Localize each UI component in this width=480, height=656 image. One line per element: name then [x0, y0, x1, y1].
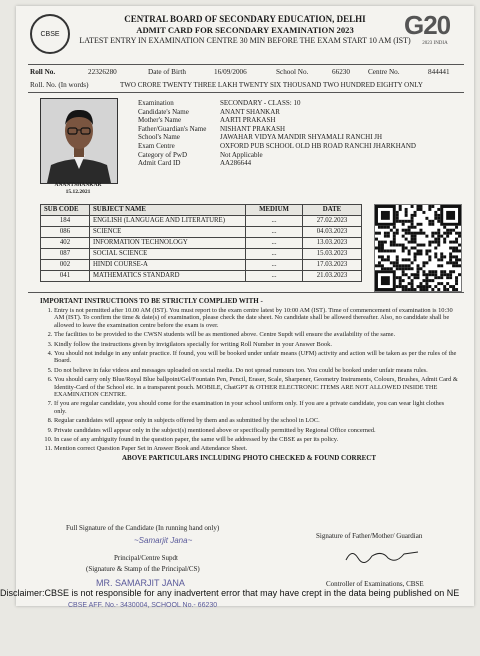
info-value: SECONDARY - CLASS: 10 [220, 99, 301, 107]
subject-name: HINDI COURSE-A [90, 260, 246, 271]
medium: ... [246, 271, 303, 282]
info-label: Category of PwD [138, 150, 187, 159]
disclaimer: Disclaimer:CBSE is not responsible for any inadvertent error that may have crept in the data being published on NE [0, 588, 460, 598]
instruction-item: 4. You should not indulge in any unfair practice. If found, you will be booked under unfair means (UFM) activity and action will be taken as per the rules of the Board. [54, 350, 458, 365]
admit-card [16, 6, 474, 606]
school-value: 66230 [332, 68, 350, 76]
info-row [138, 108, 420, 117]
info-label: Father/Guardian's Name [138, 124, 207, 133]
roll-value: 22326280 [88, 68, 117, 76]
info-label: Exam Centre [138, 141, 175, 150]
instruction-item: 11. Mention correct Question Paper Set in Answer Book and Attendance Sheet. [54, 445, 458, 453]
qr-code [374, 204, 462, 292]
candidate-signature-label: Full Signature of the Candidate (In running hand only) [66, 524, 220, 532]
instructions-title: IMPORTANT INSTRUCTIONS TO BE STRICTLY COMPLIED WITH - [40, 297, 263, 305]
divider [28, 292, 464, 293]
exam-date: 27.02.2023 [303, 216, 362, 227]
sub-code: 041 [41, 271, 90, 282]
sub-code: 184 [41, 216, 90, 227]
col-subject-name: SUBJECT NAME [90, 205, 246, 216]
medium: ... [246, 238, 303, 249]
instructions [40, 298, 458, 462]
roll-label: Roll No. [30, 68, 56, 76]
table-row [41, 260, 362, 271]
instruction-item: 2. The facilities to be provided to the CWSN students will be as mentioned above. Centre Supdt will ensure the availability of the same. [54, 331, 458, 339]
table-row [41, 227, 362, 238]
parent-signature-label: Signature of Father/Mother/ Guardian [316, 532, 423, 540]
table-row [41, 271, 362, 282]
info-row [138, 142, 420, 151]
info-label: School's Name [138, 133, 180, 142]
board-name: CENTRAL BOARD OF SECONDARY EDUCATION, DELHI [124, 14, 366, 24]
instruction-item: 3. Kindly follow the instructions given by invigilators specially for writing Roll Number in your Answer Book. [54, 341, 458, 349]
cbse-logo-icon: CBSE [30, 14, 70, 54]
subject-name: SOCIAL SCIENCE [90, 249, 246, 260]
principal-label: Principal/Centre Supdt [114, 554, 178, 562]
info-row [138, 151, 420, 160]
table-row [41, 216, 362, 227]
sub-code: 086 [41, 227, 90, 238]
stamp-affiliation: CBSE AFF. No.- 3430004, SCHOOL No.- 66230 [68, 602, 218, 609]
controller-signature-icon [342, 546, 422, 568]
subject-name: ENGLISH (LANGUAGE AND LITERATURE) [90, 216, 246, 227]
roll-words-label: Roll. No. (In words) [30, 81, 89, 89]
exam-date: 13.03.2023 [303, 238, 362, 249]
info-row [138, 133, 420, 142]
instruction-item: 6. You should carry only Blue/Royal Blue ballpoint/Gel/Fountain Pen, Pencil, Eraser, Scale, Sharpener, Geometry Instruments, Colours, Brushes, Admit Card & Identity-Card of the School etc. in a transparent pouch. MOBILE, ChatGPT & OTHER ELECTRONIC ITEMS ARE NOT ALLOWED INSIDE THE EXAMINATION CENTRE. [54, 376, 458, 399]
col-sub-code: SUB CODE [41, 205, 90, 216]
exam-date: 21.03.2023 [303, 271, 362, 282]
instruction-item: 5. Do not believe in fake videos and messages uploaded on social media. Do not spread rumours too. You could be booked under unfair means rules. [54, 367, 458, 375]
entry-notice: LATEST ENTRY IN EXAMINATION CENTRE 30 MIN BEFORE THE EXAM START 10 AM (IST) [79, 36, 411, 45]
instruction-item: 10. In case of any ambiguity found in the question paper, the same will be addressed by the CBSE as per its policy. [54, 436, 458, 444]
candidate-photo [40, 98, 118, 184]
sub-code: 087 [41, 249, 90, 260]
principal-signature-icon: ~Samarjit Jana~ [134, 536, 193, 545]
stamp-name: MR. SAMARJIT JANA [96, 578, 185, 588]
divider [28, 64, 464, 65]
exam-date: 17.03.2023 [303, 260, 362, 271]
info-label: Mother's Name [138, 116, 182, 125]
subjects-table [40, 204, 362, 282]
divider [28, 92, 464, 93]
principal-stamp-label: (Signature & Stamp of the Principal/CS) [86, 565, 200, 573]
candidate-info [138, 99, 420, 168]
col-medium: MEDIUM [246, 205, 303, 216]
admit-card-title: ADMIT CARD FOR SECONDARY EXAMINATION 2023 [136, 25, 354, 35]
roll-words-value: TWO CRORE TWENTY THREE LAKH TWENTY SIX THOUSAND TWO HUNDRED EIGHTY ONLY [120, 81, 423, 89]
info-value: JAWAHAR VIDYA MANDIR SHYAMALI RANCHI JH [220, 133, 383, 142]
info-value: ANANT SHANKAR [220, 107, 280, 116]
info-row [138, 99, 420, 108]
info-value: NISHANT PRAKASH [220, 124, 286, 133]
info-value: AARTI PRAKASH [220, 116, 276, 125]
controller-label: Controller of Examinations, CBSE [326, 580, 424, 588]
instruction-item: 1. Entry is not permitted after 10.00 AM (IST). You must report to the exam centre latest by 10:00 AM (IST). Time of commencement of examination is 10:30 AM (IST). To confirm the time & date(s) of examination, please check the date sheet. No candidate shall be allowed thereafter. Also, no candidate shall be allowed to leave the examination centre before the exam is over. [54, 307, 458, 330]
instruction-item: 7. If you are regular candidate, you should come for the examination in your school uniform only. If you are a private candidate, you can wear light clothes only. [54, 400, 458, 415]
exam-date: 15.03.2023 [303, 249, 362, 260]
info-value: OXFORD PUB SCHOOL OLD HB ROAD RANCHI JHARKHAND [220, 141, 416, 150]
subject-name: SCIENCE [90, 227, 246, 238]
sub-code: 002 [41, 260, 90, 271]
subject-name: INFORMATION TECHNOLOGY [90, 238, 246, 249]
school-label: School No. [276, 68, 309, 76]
instruction-item: 8. Regular candidates will appear only in subjects offered by them and as submitted by the school in LOC. [54, 417, 458, 425]
instruction-item: 9. Private candidates will appear only in the subject(s) mentioned above or specifically permitted by Regional Office concerned. [54, 427, 458, 435]
subject-name: MATHEMATICS STANDARD [90, 271, 246, 282]
table-row [41, 249, 362, 260]
medium: ... [246, 260, 303, 271]
dob-value: 16/09/2006 [214, 68, 247, 76]
info-value: AA286644 [220, 159, 252, 168]
info-label: Admit Card ID [138, 159, 181, 168]
info-row [138, 125, 420, 134]
centre-value: 844441 [428, 68, 450, 76]
medium: ... [246, 249, 303, 260]
centre-label: Centre No. [368, 68, 400, 76]
info-row [138, 116, 420, 125]
exam-date: 04.03.2023 [303, 227, 362, 238]
particulars-checked: ABOVE PARTICULARS INCLUDING PHOTO CHECKED & FOUND CORRECT [121, 453, 377, 462]
sub-code: 402 [41, 238, 90, 249]
medium: ... [246, 216, 303, 227]
table-row [41, 238, 362, 249]
info-label: Candidate's Name [138, 107, 189, 116]
medium: ... [246, 227, 303, 238]
info-label: Examination [138, 99, 174, 107]
dob-label: Date of Birth [148, 68, 186, 76]
col-date: DATE [303, 205, 362, 216]
info-value: Not Applicable [220, 150, 263, 159]
g20-logo-icon: G20 2023 INDIA [404, 10, 451, 46]
photo-caption: ANANTSHANKAR 15.12.2021 [54, 182, 102, 195]
info-row [138, 159, 420, 168]
